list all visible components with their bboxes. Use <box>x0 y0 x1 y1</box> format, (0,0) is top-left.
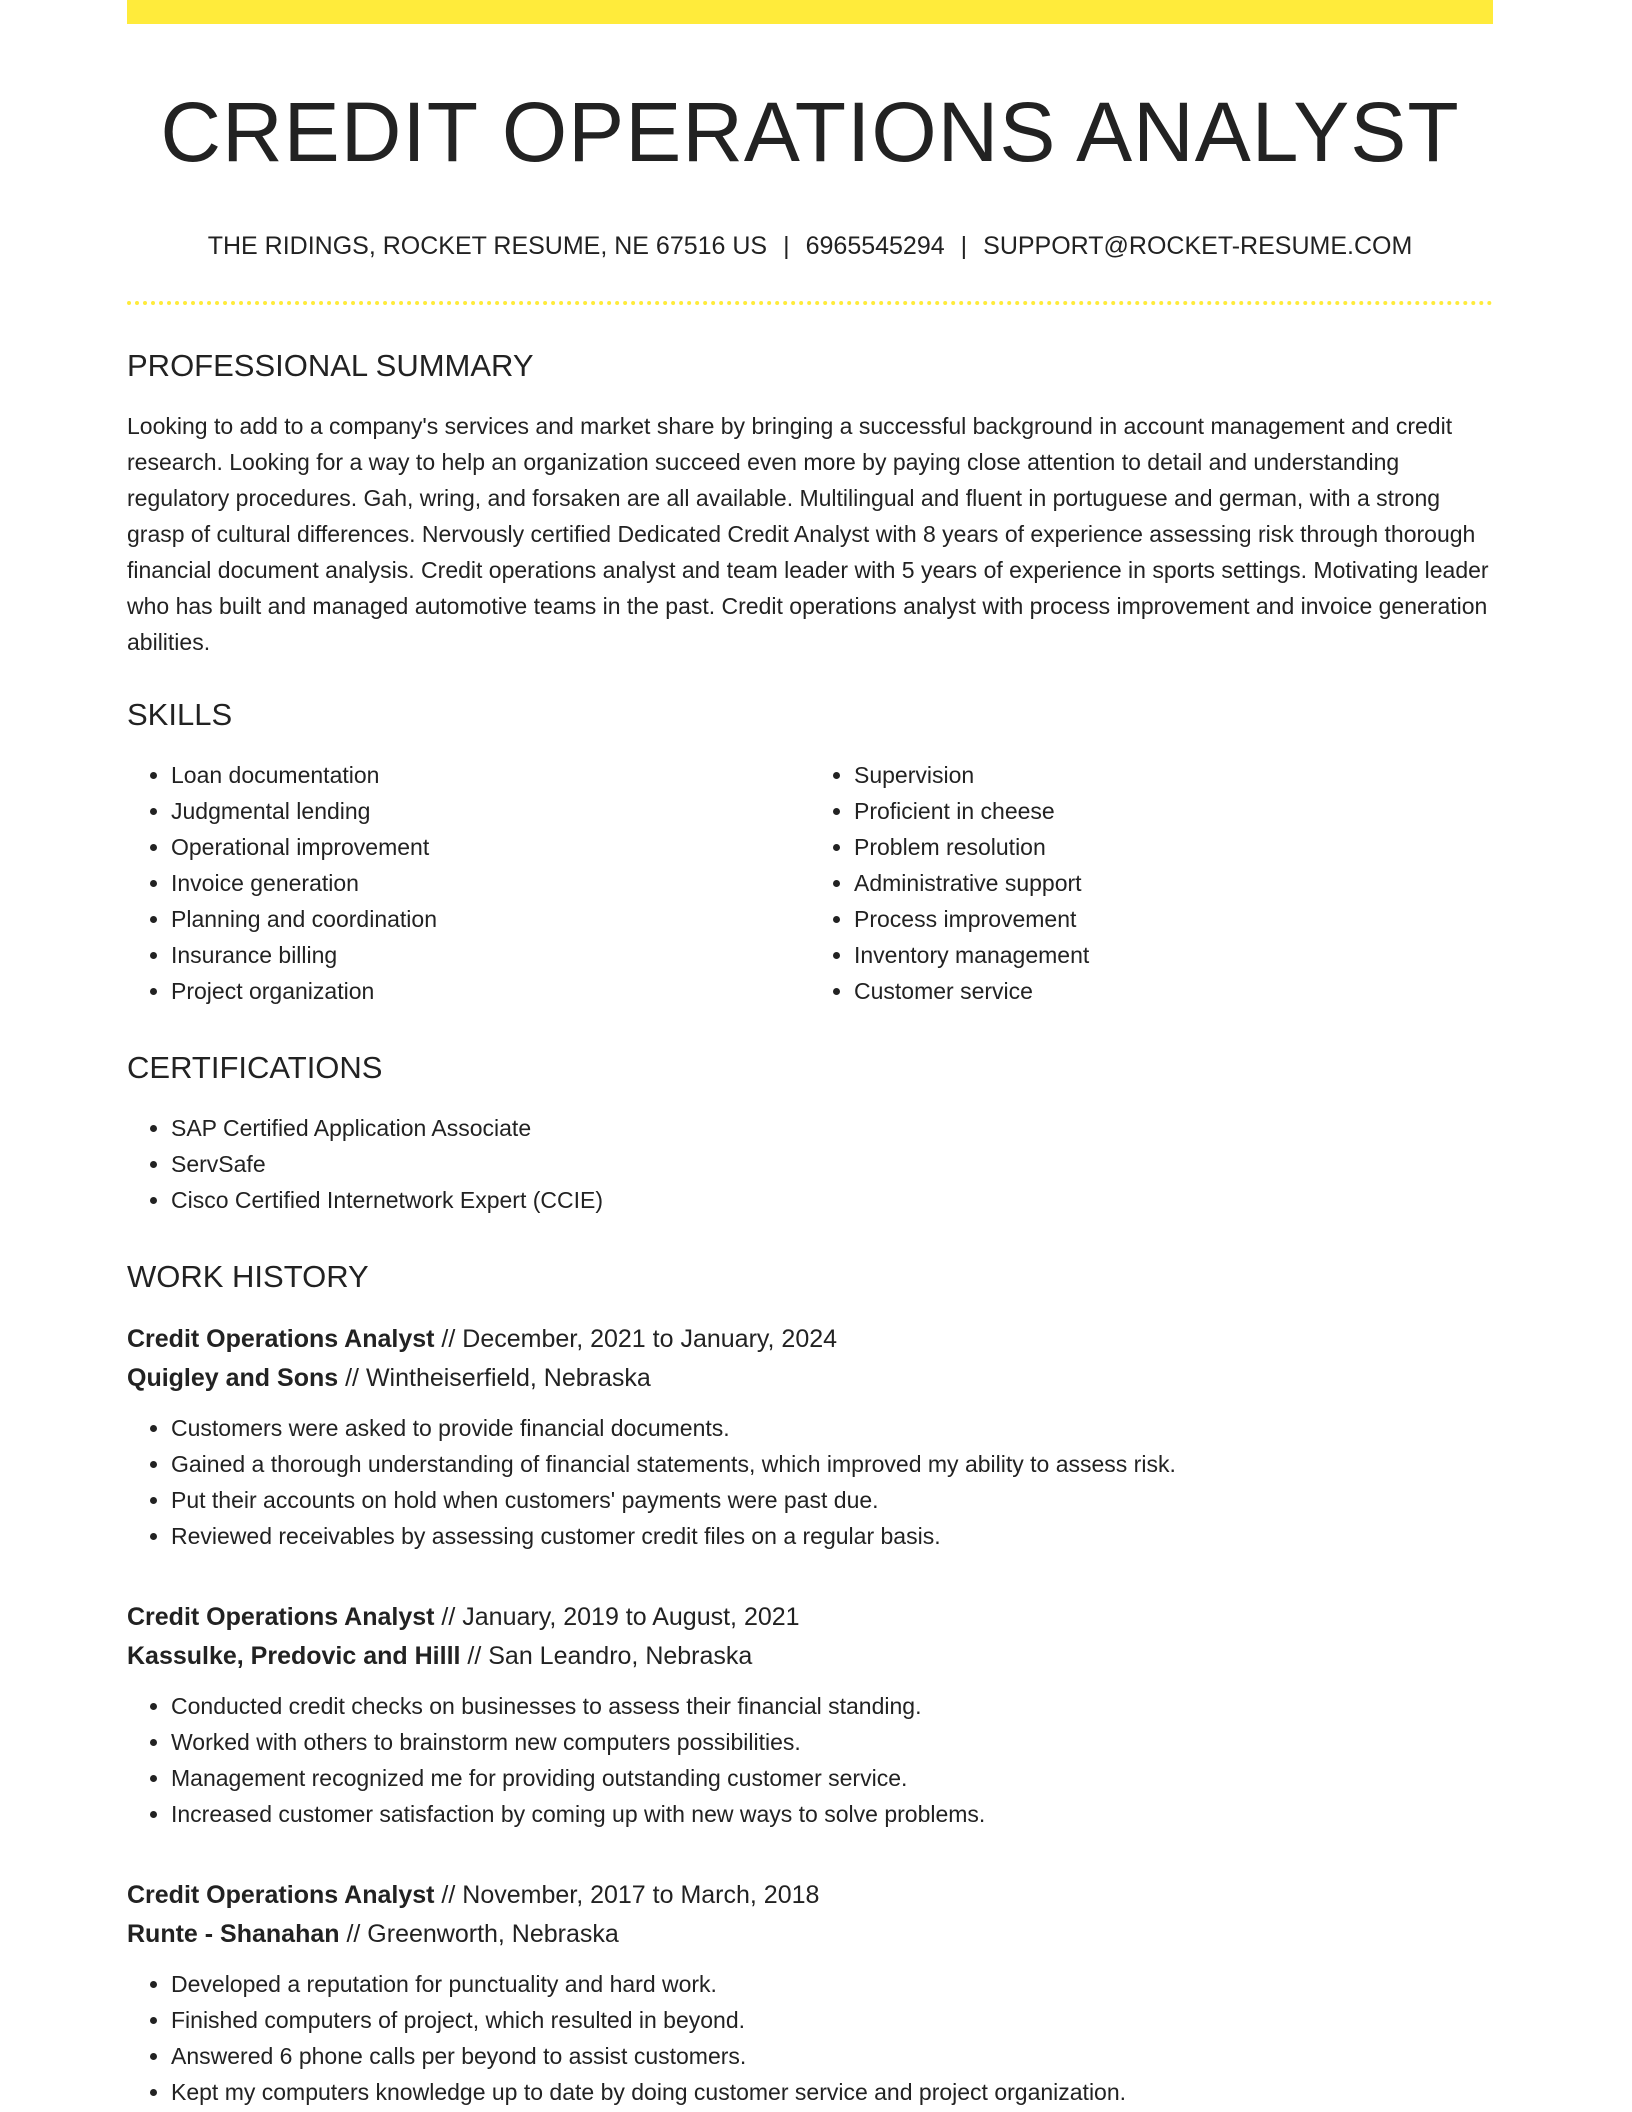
job-company: Runte - Shanahan <box>127 1919 340 1948</box>
summary-text: Looking to add to a company's services and market share by bringing a successful background in account management and credit research. Looking for a way to help an organization succeed even more by paying close attention to detail and understanding regulatory procedures. Gah, wring, and forsaken are all available. Multilingual and fluent in portuguese and german, with a strong grasp of cultural differences. Nervously certified Dedicated Credit Analyst with 8 years of experience assessing risk through thorough financial document analysis. Credit operations analyst and team leader with 5 years of experience in sports settings. Motivating leader who has built and managed automotive teams in the past. Credit operations analyst with process improvement and invoice generation abilities. <box>127 412 1489 655</box>
contact-email[interactable]: SUPPORT@ROCKET-RESUME.COM <box>983 231 1413 260</box>
skill-item: • Operational improvement <box>171 829 810 865</box>
dotted-divider <box>127 301 1493 305</box>
job-location: // Greenworth, Nebraska <box>339 1919 619 1948</box>
work-history-title: WORK HISTORY <box>127 1259 369 1295</box>
contact-line <box>127 231 1493 261</box>
skill-item: • Planning and coordination <box>171 901 810 937</box>
job-dates: // November, 2017 to March, 2018 <box>434 1880 820 1909</box>
job-location: // San Leandro, Nebraska <box>460 1641 753 1670</box>
summary-title: PROFESSIONAL SUMMARY <box>127 347 534 383</box>
skill-item: • Process improvement <box>854 901 1493 937</box>
job-bullet: • Put their accounts on hold when customers' payments were past due. <box>171 1482 1493 1518</box>
job-company: Quigley and Sons <box>127 1363 339 1392</box>
skill-item: • Loan documentation <box>171 757 810 793</box>
job-company: Kassulke, Predovic and Hilll <box>127 1641 461 1670</box>
job-company-line <box>127 1637 1493 1676</box>
job-bullet: • Increased customer satisfaction by coming up with new ways to solve problems. <box>171 1796 1493 1832</box>
skill-item: • Supervision <box>854 757 1493 793</box>
skills-list-left <box>127 757 810 1009</box>
job-bullet: • Gained a thorough understanding of financial statements, which improved my ability to assess risk. <box>171 1446 1493 1482</box>
skill-item: • Invoice generation <box>171 865 810 901</box>
skill-item: • Project organization <box>171 973 810 1009</box>
job-bullet: • Management recognized me for providing outstanding customer service. <box>171 1760 1493 1796</box>
job-dates: // January, 2019 to August, 2021 <box>434 1602 800 1631</box>
skills-title: SKILLS <box>127 696 233 732</box>
certification-item: • ServSafe <box>171 1146 1493 1182</box>
contact-address: THE RIDINGS, ROCKET RESUME, NE 67516 US <box>207 231 768 260</box>
skill-item: • Administrative support <box>854 865 1493 901</box>
job-bullet: • Answered 6 phone calls per beyond to assist customers. <box>171 2038 1493 2074</box>
certifications-list <box>127 1110 1493 1218</box>
skills-columns <box>127 757 1493 1009</box>
job-entry <box>127 1320 1493 1554</box>
job-title: Credit Operations Analyst <box>127 1880 435 1909</box>
job-company-line <box>127 1359 1493 1398</box>
job-bullets <box>127 1966 1493 2110</box>
job-title-line <box>127 1598 1493 1637</box>
contact-separator: | <box>960 231 968 260</box>
job-bullet: • Worked with others to brainstorm new computers possibilities. <box>171 1724 1493 1760</box>
job-bullet: • Conducted credit checks on businesses to assess their financial standing. <box>171 1688 1493 1724</box>
job-company-line <box>127 1915 1493 1954</box>
certification-item: • Cisco Certified Internetwork Expert (CCIE) <box>171 1182 1493 1218</box>
job-location: // Wintheiserfield, Nebraska <box>338 1363 651 1392</box>
skill-item: • Proficient in cheese <box>854 793 1493 829</box>
job-entry <box>127 1876 1493 2110</box>
skill-item: • Insurance billing <box>171 937 810 973</box>
job-title: Credit Operations Analyst <box>127 1324 435 1353</box>
skill-item: • Inventory management <box>854 937 1493 973</box>
skill-item: • Customer service <box>854 973 1493 1009</box>
skills-list-right <box>810 757 1493 1009</box>
job-dates: // December, 2021 to January, 2024 <box>434 1324 838 1353</box>
contact-phone[interactable]: 6965545294 <box>805 231 945 260</box>
resume-name: CREDIT OPERATIONS ANALYST <box>160 85 1460 179</box>
skill-item: • Judgmental lending <box>171 793 810 829</box>
job-bullet: • Reviewed receivables by assessing customer credit files on a regular basis. <box>171 1518 1493 1554</box>
job-title-line <box>127 1320 1493 1359</box>
job-entry <box>127 1598 1493 1832</box>
skill-item: • Problem resolution <box>854 829 1493 865</box>
contact-separator: | <box>783 231 790 260</box>
certification-item: • SAP Certified Application Associate <box>171 1110 1493 1146</box>
job-title: Credit Operations Analyst <box>127 1602 435 1631</box>
job-bullets <box>127 1410 1493 1554</box>
job-bullet: • Customers were asked to provide financial documents. <box>171 1410 1493 1446</box>
job-title-line <box>127 1876 1493 1915</box>
resume-page <box>127 0 1493 2110</box>
certifications-title: CERTIFICATIONS <box>127 1050 383 1086</box>
job-bullet: • Developed a reputation for punctuality and hard work. <box>171 1966 1493 2002</box>
job-bullet: • Kept my computers knowledge up to date by doing customer service and project organization. <box>171 2074 1493 2110</box>
job-bullets <box>127 1688 1493 1832</box>
accent-top-bar <box>127 0 1493 24</box>
job-bullet: • Finished computers of project, which resulted in beyond. <box>171 2002 1493 2038</box>
